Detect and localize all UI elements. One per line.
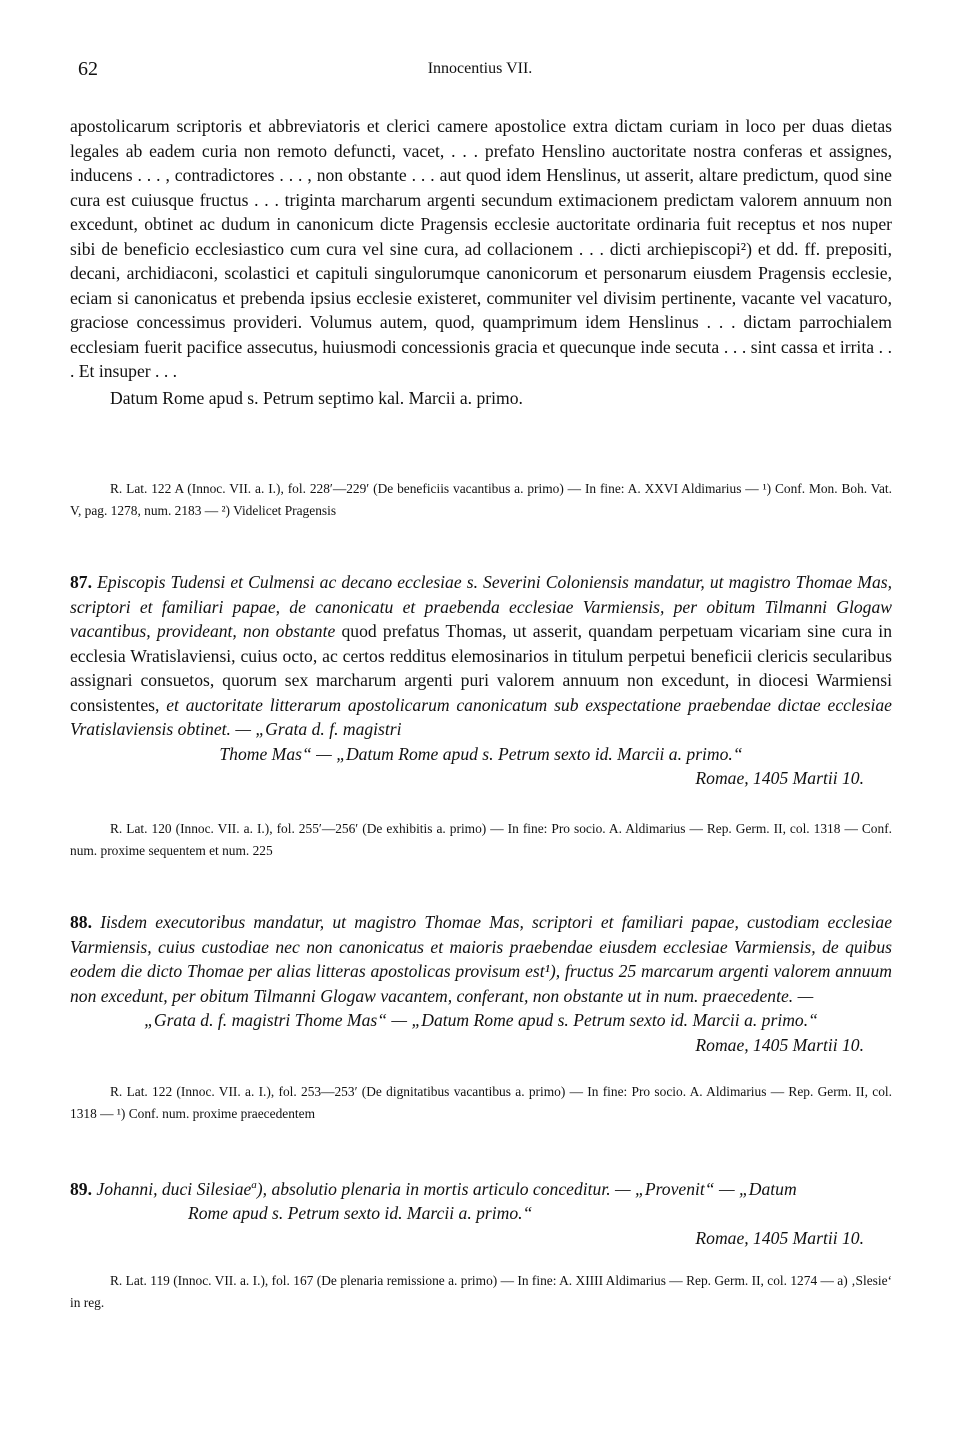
datum-line: Datum Rome apud s. Petrum septimo kal. Marcii a. primo. xyxy=(110,387,523,408)
entry-summary: Johanni, duci Silesiae xyxy=(96,1178,252,1199)
entry-datum: Rome apud s. Petrum sexto id. Marcii a. primo.“ xyxy=(188,1203,533,1224)
entry-89-note xyxy=(70,1270,892,1314)
continuation-paragraph: apostolicarum scriptoris et abbreviatoris et clerici camere apostolice extra dictam curiam in loco per duas dietas legales ab eadem curia non remoto defuncti, vacet, . . . prefato Henslino auctoritate nostra conferas et assignes, inducens . . . , contradictores . . . , non obstante . . . aut quod idem Henslinus, ut asserit, altare predictum, quod sine cura est cuiusque fructus . . . triginta marcharum argenti secundum extimacionem predictam valorem annuum non excedunt, obtinet ac dudum in canonicum dicte Pragensis ecclesie auctoritate ordinaria fuit receptus et nos nuper sibi de beneficio ecclesiastico cum cura vel sine cura, ad collacionem . . . dicti archiepiscopi²) et dd. ff. prepositi, decani, archidiaconi, scolastici et capituli singulorumque canonicorum et personarum eiusdem Pragensis ecclesie, eciam si canonicatus et prebenda ipsius ecclesie existeret, communiter vel divisim pertinente, vacante vel vacaturo, graciose concessimus provideri. Volumus autem, quod, quamprimum idem Henslinus . . . dictam parrochialem ecclesiam fuerit pacifice assecutus, huiusmodi concessionis gracia et quecunque inde secuta . . . sint cassa et irrita . . . Et insuper . . . xyxy=(70,116,892,381)
previous-entry-continuation xyxy=(70,114,892,410)
entry-87 xyxy=(70,570,892,791)
entry-89 xyxy=(70,1173,892,1250)
entry-note-text: R. Lat. 120 (Innoc. VII. a. I.), fol. 255′—256′ (De exhibitis a. primo) — In fine: Pro socio. A. Aldimarius — Rep. Germ. II, col. 1318 — Conf. num. proxime sequentem et num. 225 xyxy=(70,821,892,858)
entry-summary: Iisdem executoribus mandatur, ut magistro Thomae Mas, scriptori et familiari papae, custodiam ecclesiae Varmiensis, cuius custodiae nec non canonicatus et maioris praebendae eiusdem ecclesiae Varmiensis, de quibus eodem die dicto Thomae per alias litteras apostolicas provisum est¹), fructus 25 marcarum argenti valorem annuum non excedunt, per obitum Tilmanni Glogaw vacantem, conferant, non obstante ut in num. praecedente. — xyxy=(70,912,893,1006)
source-note xyxy=(70,478,892,522)
running-title: Innocentius VII. xyxy=(427,60,533,77)
entry-88 xyxy=(70,910,892,1057)
entry-87-note xyxy=(70,818,892,862)
entry-number: 88. xyxy=(70,912,92,932)
page-number: 62 xyxy=(78,58,98,80)
source-note-text: R. Lat. 122 A (Innoc. VII. a. I.), fol. 228′—229′ (De beneficiis vacantibus a. primo) — In fine: A. XXVI Aldimarius — ¹) Conf. Mon. Boh. Vat. V, pag. 1278, num. 2183 — ²) Videlicet Pragensis xyxy=(70,481,892,518)
entry-text: quod prefatus Thomas, ut asserit, quandam perpetuam vicariam sine cura in ecclesia Wratislaviensi, cuius octo, ac certos redditus elemosinarios in titulum perpetui beneficii clericis secularibus assignari consuetos, quorum sex marcharum argenti puri valorem annuum non excedunt, in diocesi Warmiensi consistentes, xyxy=(70,621,892,715)
entry-datum: Thome Mas“ — „Datum Rome apud s. Petrum sexto id. Marcii a. primo.“ xyxy=(219,743,743,764)
entry-note-text: R. Lat. 119 (Innoc. VII. a. I.), fol. 167 (De plenaria remissione a. primo) — In fine: A. XIIII Aldimarius — Rep. Germ. II, col. 1274 — a) ‚Slesie‘ in reg. xyxy=(70,1273,892,1310)
entry-summary-rest: ), absolutio plenaria in mortis articulo conceditur. — „Provenit“ — „Datum xyxy=(256,1178,797,1199)
entry-number: 87. xyxy=(70,572,92,592)
entry-summary: Episcopis Tudensi et Culmensi ac decano ecclesiae s. Severini Coloniensis mandatur, ut magistro Thomae Mas, scriptori et familiari papae, de canonicatu et praebenda ecclesiae Varmiensis, per obitum Tilmanni Glogaw vacantibus, provideant, non obstante xyxy=(70,572,893,641)
entry-date: Romae, 1405 Martii 10. xyxy=(695,768,864,788)
footnote-mark: a xyxy=(251,1179,257,1191)
entry-summary-tail: et auctoritate litterarum apostolicarum canonicatum sub exspectatione praebendae dictae ecclesiae Vratislaviensis obtinet. — „Grata d. f. magistri xyxy=(70,694,892,739)
entry-88-note xyxy=(70,1081,892,1125)
entry-date: Romae, 1405 Martii 10. xyxy=(695,1227,864,1248)
page-header xyxy=(78,58,882,88)
entry-date: Romae, 1405 Martii 10. xyxy=(695,1034,864,1055)
entry-note-text: R. Lat. 122 (Innoc. VII. a. I.), fol. 253—253′ (De dignitatibus vacantibus a. primo) — In fine: Pro socio. A. Aldimarius — Rep. Germ. II, col. 1318 — ¹) Conf. num. proxime praecedentem xyxy=(70,1084,892,1121)
entry-datum: „Grata d. f. magistri Thome Mas“ — „Datum Rome apud s. Petrum sexto id. Marcii a. primo.“ xyxy=(144,1010,818,1030)
entry-number: 89. xyxy=(70,1178,92,1199)
